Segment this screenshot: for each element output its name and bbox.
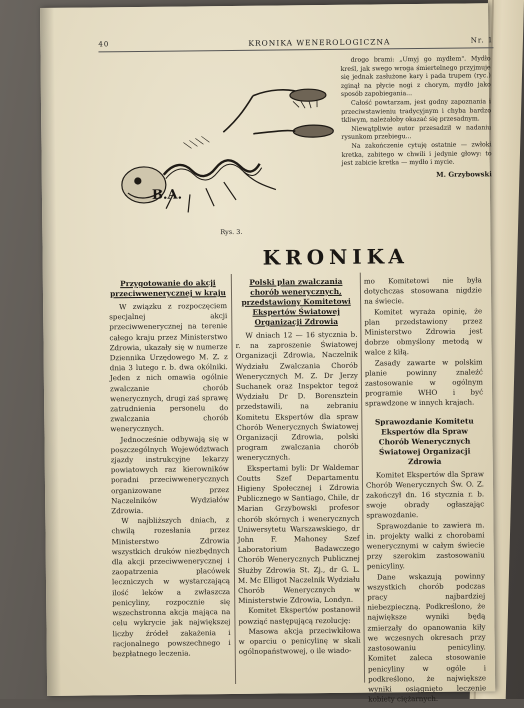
article-paragraph: Ekspertami byli: Dr Waldemar Coutts Szef Departamentu Higieny Społecznej i Zdrowia Publicznego w Santiago, Chile, dr Marian Grzybowski profesor chorób skórnych i wenerycznych Uniwersytetu Warszawskiego, dr John F. Mahoney Szef Laboratorium Badawczego Chorób Wenerycznych Publicznej Służby Zdrowia St. Zj., dr G. L. M. Mc Elligot Naczelnik Wydziału Chorób Wenerycznych w Ministerstwie Zdrowia, Londyn. (236, 462, 361, 606)
figure-lettering: B.A. (151, 187, 183, 203)
article-paragraph: W dniach 12 — 16 stycznia b. r. na zaproszenie Światowej Organizacji Zdrowia, Naczelnik Wydziału Zwalczania Chorób Wenerycznych M. Z. Dr Jerzy Suchanek oraz Inspektor tegoż Wydziału Dr D. Borensztein przedstawili, na zebraniu Komitetu Ekspertów dla spraw Chorób Wenerycznych Światowej Organizacji Zdrowia, polski program zwalczania chorób wenerycznych. (235, 329, 359, 463)
review-paragraph: drogo brami: „Umyj go mydłem". Mydło kreśl, jak swego wroga śmiertelnego przyjmuje się jednak zasłużone kary i pada trupem (ryc.) zginął na płycie nogi z chorym, mydło jako sposób zapobiegania... (340, 55, 491, 99)
page-number: 40 (98, 40, 110, 49)
review-paragraph: Całość powtarzam, jest godny zapoznania i przeciwstawieniu tradycyjnym i chyba bardzo tkliwym, należałoby okazać się przesadnym. (341, 98, 492, 125)
review-column (341, 55, 492, 180)
article-paragraph: Masowa akcja przeciwkiłowa w oparciu o penicylinę w skali ogólnopaństwowej, o ile wiado- (238, 625, 361, 657)
article-paragraph: Komitet Ekspertów dla Spraw Chorób Wenerycznych Św. O. Z. zakończył dn. 16 stycznia r. b. swoje obrady ogłaszając sprawozdanie. (365, 469, 485, 521)
article-paragraph: W najbliższych dniach, z chwilą rozesłania przez Ministerstwo Zdrowia wszystkich druków niezbędnych dla akcji przeciwwenerycznej i zaopatrzenia placówek leczniczych w wystarczającą ilość leków a zwłaszcza penicyliny, rozpocznie się wszechstronna akcja mająca na celu wykrycie jak największej liczby źródeł zakażenia i racjonalnego powszechnego i bezpłatnego leczenia. (111, 515, 231, 659)
article-paragraph: mo Komitetowi nie była dotychczas stosowana nigdzie na świecie. (363, 275, 483, 307)
review-paragraph: Na zakończenie cytuję ostatnie — zwłoki kretka, zabitego w chwili i jedynie głowy: to jest zabicie kretka — mydło i mycie. (341, 141, 492, 167)
article-column-2 (235, 277, 361, 658)
article-paragraph: Zasady zawarte w polskim planie powinny znaleźć zastosowanie w ogólnym programie WHO i być sprawdzone w innych krajach. (364, 357, 484, 409)
article-paragraph: Komitet wyraża opinię, że plan przedstawiony przez Ministerstwo Zdrowia jest dobrze obmyślony metodą w walce z kiłą. (364, 305, 483, 358)
article-paragraph: W związku z rozpoczęciem specjalnej akcji przeciwwenerycznej na terenie całego kraju przez Ministerstwo Zdrowia, ukazały się w numerze Dziennika Urzędowego M. Z. z dnia 3 lutego r. b. dwa okólniki. Jeden z nich omawia ogólnie zwalczanie chorób wenerycznych, drugi zaś sprawę zatrudnienia personelu do zwalczania chorób wenerycznych. (109, 301, 229, 434)
journal-name: KRONIKA WENEROLOGICZNA (248, 37, 391, 48)
article-column-1 (109, 278, 231, 659)
article-paragraph: Sprawozdanie to zawiera m. in. projekty walki z chorobami wenerycznymi w całym świecie przy szerokim zastosowaniu penicyliny. (366, 520, 485, 572)
running-head (98, 33, 493, 52)
article-title: Przygotowanie do akcji przeciwwenerycznej w kraju (110, 278, 226, 299)
article-title: Polski plan zwalczania chorób wenerycznych, przedstawiony Komitetowi Ekspertów Światowej Organizacji Zdrowia (241, 276, 351, 327)
article-title: Sprawozdanie Komitetu Ekspertów dla Spraw Chorób Wenerycznych Światowej Organizacji Zdrowia (374, 416, 474, 466)
review-paragraph: Niewątpliwie autor przesadził w nadaniu rysunkom przebiegu... (341, 124, 492, 142)
issue-number: Nr. 1 (470, 36, 494, 45)
figure-caption: Rys. 3. (220, 227, 243, 237)
journal-page (40, 3, 495, 704)
article-paragraph: Dane wskazują powinny wszystkich chorób podczas pracy najbardziej niebezpieczną. Podkreślono, że największe wyniki będą zmierzały do opanowania kiły we wczesnych okresach przy zastosowaniu penicyliny. Komitet zaleca stosowanie penicyliny w ogóle i podkreślono, że największe wyniki osiągnięto leczenie kobiety ciężarnych. (367, 571, 487, 704)
article-column-3 (364, 275, 486, 705)
article-paragraph: Komitet Ekspertów postanowił powziąć następującą rezolucję: (238, 605, 361, 626)
section-heading: KRONIKA (262, 244, 409, 270)
article-paragraph: Jednocześnie odbywają się w poszczególnych Województwach zjazdy instrukcyjne lekarzy powiatowych raz kierowników poradni przeciwwenerycznych organizowane przez Naczelników Wydziałów Zdrowia. (110, 433, 230, 516)
figure-illustration (103, 81, 336, 223)
review-signature: M. Grzybowski (436, 169, 492, 179)
